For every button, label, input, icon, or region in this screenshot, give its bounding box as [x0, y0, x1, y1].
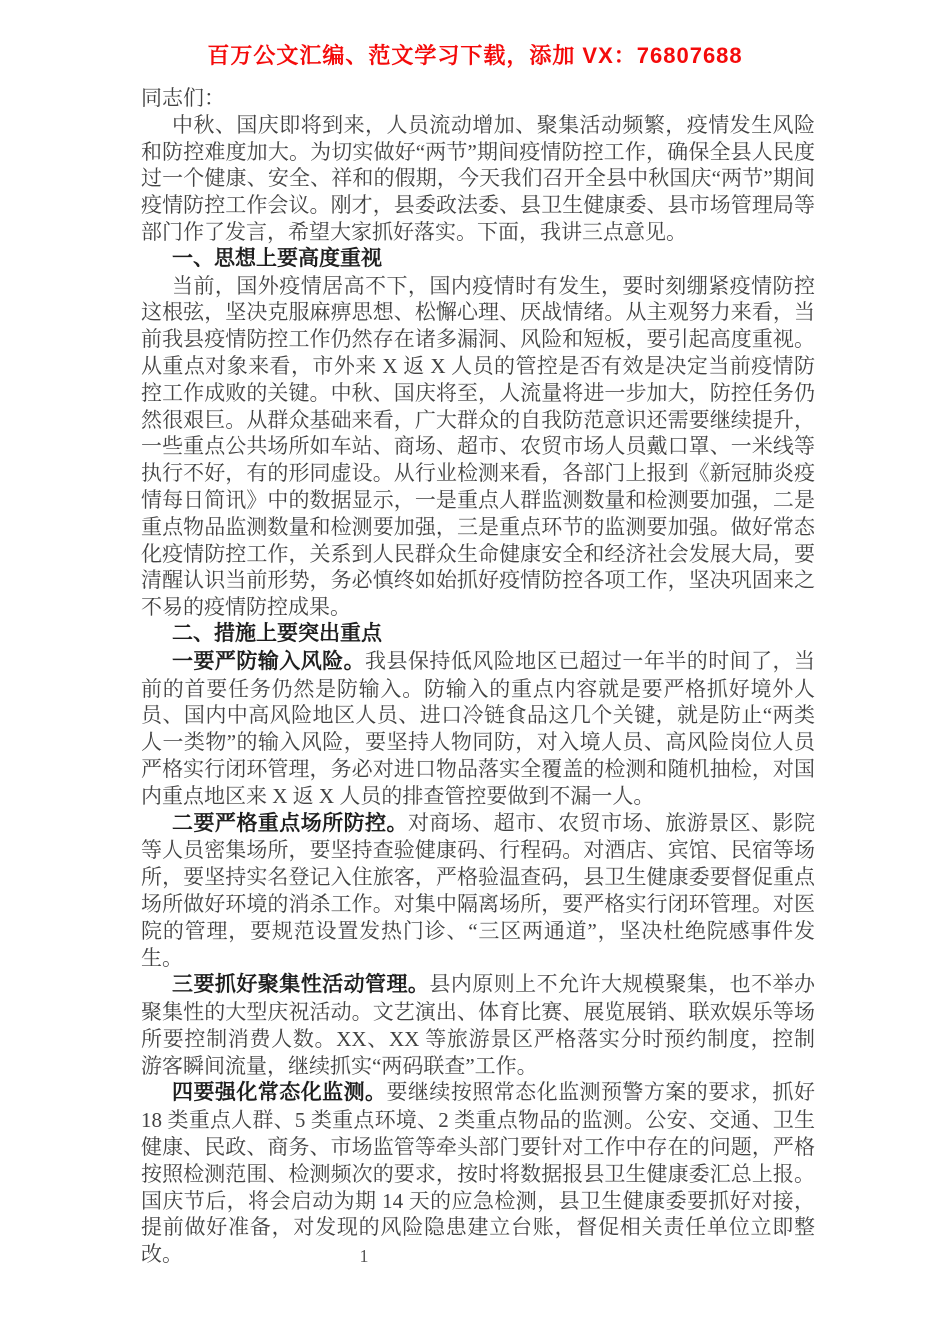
paragraph: 当前，国外疫情居高不下，国内疫情时有发生，要时刻绷紧疫情防控这根弦，坚决克服麻痹思想、松懈心理、厌战情绪。从主观努力来看，当前我县疫情防控工作仍然存在诸多漏洞、风险和短板，要引起高度重视。从重点对象来看，市外来 X 返 X 人员的管控是否有效是决定当前疫情防控工作成败的关键。中秋、国庆将至，人流量将进一步加大，防控任务仍然很艰巨。从群众基础来看，广大群众的自我防范意识还需要继续提升，一些重点公共场所如车站、商场、超市、农贸市场人员戴口罩、一米线等执行不好，有的形同虚设。从行业检测来看，各部门上报到《新冠肺炎疫情每日简讯》中的数据显示，一是重点人群监测数量和检测要加强，二是重点物品监测数量和检测要加强，三是重点环节的监测要加强。做好常态化疫情防控工作，关系到人民群众生命健康安全和经济社会发展大局，要清醒认识当前形势，务必慎终如始抓好疫情防控各项工作，坚决巩固来之不易的疫情防控成果。 — [141, 273, 815, 620]
paragraph-lead: 二要严格重点场所防控。 — [172, 811, 408, 835]
heading: 二、措施上要突出重点 — [172, 621, 382, 645]
paragraph-lead: 三要抓好聚集性活动管理。 — [172, 973, 430, 997]
paragraph-lead: 一要严防输入风险。 — [172, 649, 366, 673]
document-body — [141, 85, 815, 1268]
paragraph: 一要严防输入风险。我县保持低风险地区已超过一年半的时间了，当前的首要任务仍然是防输入。防输入的重点内容就是要严格抓好境外人员、国内中高风险地区人员、进口冷链食品这几个关键，就是防止“两类人一类物”的输入风险，要坚持人物同防，对入境人员、高风险岗位人员严格实行闭环管理，务必对进口物品落实全覆盖的检测和随机抽检，对国内重点地区来 X 返 X 人员的排查管控要做到不漏一人。 — [141, 648, 816, 808]
paragraph-lead: 四要强化常态化监测。 — [172, 1081, 387, 1105]
paragraph: 三要抓好聚集性活动管理。县内原则上不允许大规模聚集，也不举办聚集性的大型庆祝活动。文艺演出、体育比赛、展览展销、联欢娱乐等场所要控制消费人数。XX、XX 等旅游景区严格落实分时预约制度，控制游客瞬间流量，继续抓实“两码联查”工作。 — [141, 972, 816, 1078]
paragraph: 四要强化常态化监测。要继续按照常态化监测预警方案的要求，抓好 18 类重点人群、5 类重点环境、2 类重点物品的监测。公安、交通、卫生健康、民政、商务、市场监管等牵头部门要针对工作中存在的问题，严格按照检测范围、检测频次的要求，按时将数据报县卫生健康委汇总上报。国庆节后，将会启动为期 14 天的应急检测，县卫生健康委要抓好对接，提前做好准备，对发现的风险隐患建立台账，督促相关责任单位立即整改。 — [141, 1080, 815, 1267]
paragraph: 二要严格重点场所防控。对商场、超市、农贸市场、旅游景区、影院等人员密集场所，要坚持查验健康码、行程码。对酒店、宾馆、民宿等场所，要坚持实名登记入住旅客，严格验温查码，县卫生健康委要督促重点场所做好环境的消杀工作。对集中隔离场所，要严格实行闭环管理。对医院的管理，要规范设置发热门诊、“三区两通道”，坚决杜绝院感事件发生。 — [141, 810, 816, 970]
heading: 一、思想上要高度重视 — [172, 246, 382, 270]
promo-header-text: 百万公文汇编、范文学习下载，添加 VX：76807688 — [207, 43, 743, 68]
salutation: 同志们： — [141, 86, 225, 110]
paragraph: 中秋、国庆即将到来，人员流动增加、聚集活动频繁，疫情发生风险和防控难度加大。为切实做好“两节”期间疫情防控工作，确保全县人民度过一个健康、安全、祥和的假期，今天我们召开全县中秋国庆“两节”期间疫情防控工作会议。刚才，县委政法委、县卫生健康委、县市场管理局等部门作了发言，希望大家抓好落实。下面，我讲三点意见。 — [141, 112, 815, 244]
page-number: 1 — [359, 1246, 369, 1266]
